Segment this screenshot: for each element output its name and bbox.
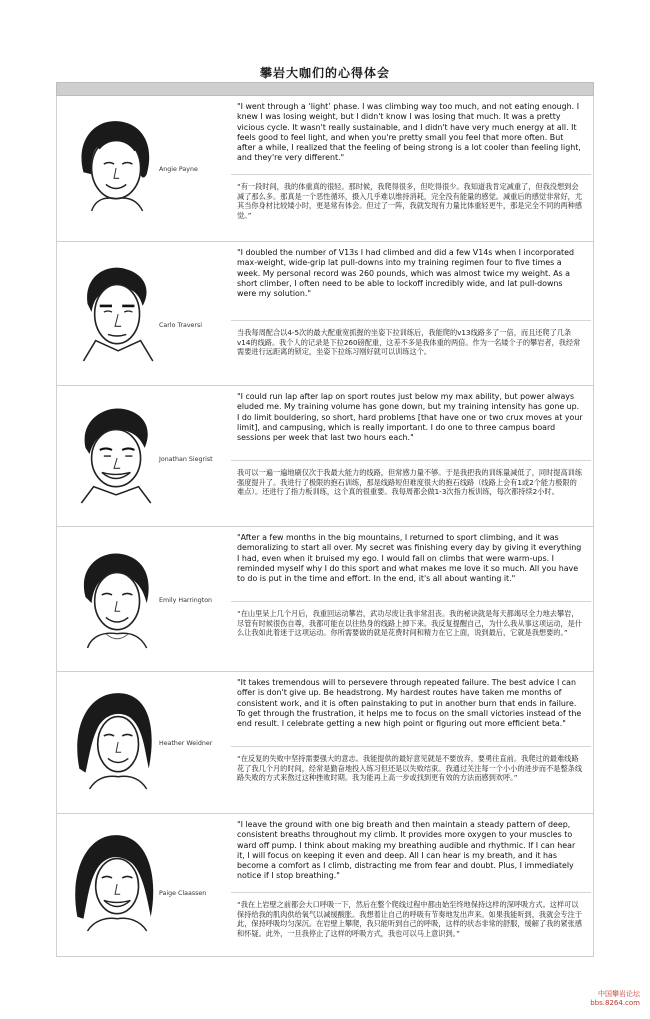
- table-row: [57, 96, 593, 242]
- quote-cell: [229, 814, 593, 956]
- climber-name: Jonathan Siegrist: [159, 456, 213, 463]
- quote-english: "I went through a ‘light’ phase. I was climbing way too much, and not eating enough. I knew I was losing weight, but I didn't know I was losing that much. It was a pretty vicious cycle. It wasn't really sustainable, and I didn't have very much energy at all. It feels good to feel light, and when you're pretty small you feel that more often. But after a while, I realized that the feeling of being strong is a lot cooler than feeling light, and they're very different.": [237, 102, 581, 163]
- table-row: [57, 814, 593, 957]
- portrait-sketch: [61, 828, 163, 932]
- quote-chinese: “有一段时间，我的体重真的很轻。那时候，我爬得很多，但吃得很少。我知道我肯定减重了，但我没想到会减了那么多。那真是一个恶性循环，摄入几乎难以维持消耗，完全没有能量的感觉。减重后的感觉非常好，尤其当你身材比较矮小时，更是常有体会。但过了一阵，我就发现有力量比体重轻更牛，那是完全不同的两种感觉。”: [237, 182, 583, 220]
- quote-chinese: 当我每周配合以4-5次的最大配重宽抓握的坐姿下拉训练后，我能爬的v13线路多了一倍，而且还爬了几条v14的线路。我个人的记录是下拉260磅配重，这差不多是我体重的两倍。作为一名矮个子的攀岩者，我经常需要进行远距离的锁定，坐姿下拉练习刚好就可以训练这个。: [237, 328, 581, 357]
- quote-cell: [229, 386, 593, 526]
- quote-cell: [229, 527, 593, 671]
- quote-cell: [229, 96, 593, 241]
- portrait-sketch: [61, 686, 163, 790]
- quote-chinese: “在反复的失败中坚持需要强大的意志。我能提供的最好意见就是不要放弃，要勇往直前。我爬过的最难线路花了我几个月的时间，经常是勤奋地投入练习但还是以失败结束。我通过关注每一个小小的进步而不是整条线路失败的方式来熬过这种挫败时期。我为能再上高一步或找到更有效的方法而感到欢呼。”: [237, 754, 583, 783]
- climber-name: Heather Weidner: [159, 740, 213, 747]
- quote-chinese: 我可以一遍一遍地刷仅次于我最大能力的线路，但常感力量不够。于是我把我的训练量减低了，同时提高训练强度提升了。我进行了极限的抱石训练，那是线路短但难度很大的抱石线路（线路上会有1或2个能力极限的难点）。还进行了指力板训练，这个真的很重要。我每周都会做1-3次指力板训练，每次都持续2小时。: [237, 468, 583, 497]
- climber-name: Angie Payne: [159, 166, 198, 173]
- portrait-sketch: [61, 110, 163, 214]
- portrait-cell: [57, 96, 229, 241]
- portrait-cell: [57, 672, 229, 813]
- quote-chinese: “我在上岩壁之前都会大口呼吸一下，然后在整个爬线过程中都由始至终地保持这样的深呼吸方式。这样可以保持给我的肌肉供给氧气以减缓酸胀。我想着让自己的呼吸有节奏地发出声来。如果我能听到，我就会专注于此，保持呼吸均匀深沉。在岩壁上攀爬，我只能听到自己的呼吸，这样的状态非常的舒服，缓解了我的紧张感和怀疑。此外，一旦我停止了这样的呼吸方式，我也可以马上意识到。”: [237, 900, 583, 938]
- quote-divider: [231, 174, 591, 175]
- quote-divider: [231, 601, 591, 602]
- portrait-cell: [57, 242, 229, 385]
- watermark: [590, 990, 640, 1008]
- portrait-cell: [57, 527, 229, 671]
- quote-english: "I leave the ground with one big breath and then maintain a steady pattern of deep, consistent breaths throughout my climb. It provides more oxygen to your muscles to ward off pump. I think about making my breathing audible and rhythmic. If I can hear it, I will focus on keeping it even and deep. All I can hear is my breath, and it has become a comfort as I climb, distracting me from fear and doubt. Plus, I immediately notice if I stop breathing.": [237, 820, 576, 881]
- table-row: [57, 672, 593, 814]
- climber-name: Carlo Traversi: [159, 322, 203, 329]
- climber-table: [56, 96, 594, 957]
- table-row: [57, 386, 593, 527]
- quote-chinese: “在山里呆上几个月后，我重回运动攀岩，武功尽废让我非常沮丧。我的秘诀就是每天都竭尽全力地去攀岩，尽管有时候很伤自尊，我都可能在以往热身的线路上掉下来。我反复提醒自己，为什么我从事这项运动，是什么让我如此着迷于这项运动。你所需要做的就是花费时间和精力在它上面，说到最后，它就是我想要的。”: [237, 609, 583, 638]
- quote-divider: [231, 892, 591, 893]
- quote-cell: [229, 672, 593, 813]
- portrait-cell: [57, 814, 229, 956]
- table-row: [57, 527, 593, 672]
- portrait-cell: [57, 386, 229, 526]
- climber-name: Emily Harrington: [159, 597, 213, 604]
- quote-divider: [231, 320, 591, 321]
- climber-name: Paige Claassen: [159, 890, 207, 897]
- quote-divider: [231, 460, 591, 461]
- portrait-sketch: [61, 545, 163, 649]
- page-title: 攀岩大咖们的心得体会: [259, 66, 390, 80]
- quote-divider: [231, 746, 591, 747]
- quote-english: "I could run lap after lap on sport routes just below my max ability, but power always eluded me. My training volume has gone down, but my training intensity has gone up. I do limit bouldering, so short, hard problems [that have one or two crux moves at your limit], and campusing, which is really important. I do one to three campus board sessions per week that last two hours each.": [237, 392, 583, 443]
- quote-english: "I doubled the number of V13s I had climbed and did a few V14s when I incorporated max-weight, wide-grip lat pull-downs into my training regimen four to five times a week. My personal record was 260 pounds, which was almost twice my weight. As a short climber, I often need to be able to lockoff incredibly wide, and lat pull-downs were my solution.": [237, 248, 574, 299]
- watermark-line2: bbs.8264.com: [590, 999, 640, 1007]
- watermark-line1: 中国攀岩论坛: [598, 990, 640, 998]
- quote-english: "After a few months in the big mountains, I returned to sport climbing, and it was demoralizing to start all over. My secret was finishing every day by giving it everything I had, even when it bruised my ego. I would fall on climbs that were warm-ups. I reminded myself why I do this sport and what makes me love it so much. All you have to do is put in the time and effort. In the end, it's all about wanting it.": [237, 533, 582, 584]
- quote-cell: [229, 242, 593, 385]
- portrait-sketch: [61, 400, 163, 504]
- table-row: [57, 242, 593, 386]
- header-band: [56, 82, 594, 96]
- portrait-sketch: [61, 258, 163, 362]
- quote-english: "It takes tremendous will to persevere through repeated failure. The best advice I can offer is don't give up. Be headstrong. My hardest routes have taken me months of consistent work, and it is often painstaking to put in another burn that ends in failure. To get through the frustration, it helps me to focus on the small victories instead of the end result. I celebrate getting a new high point or figuring out more efficient beta.": [237, 678, 582, 729]
